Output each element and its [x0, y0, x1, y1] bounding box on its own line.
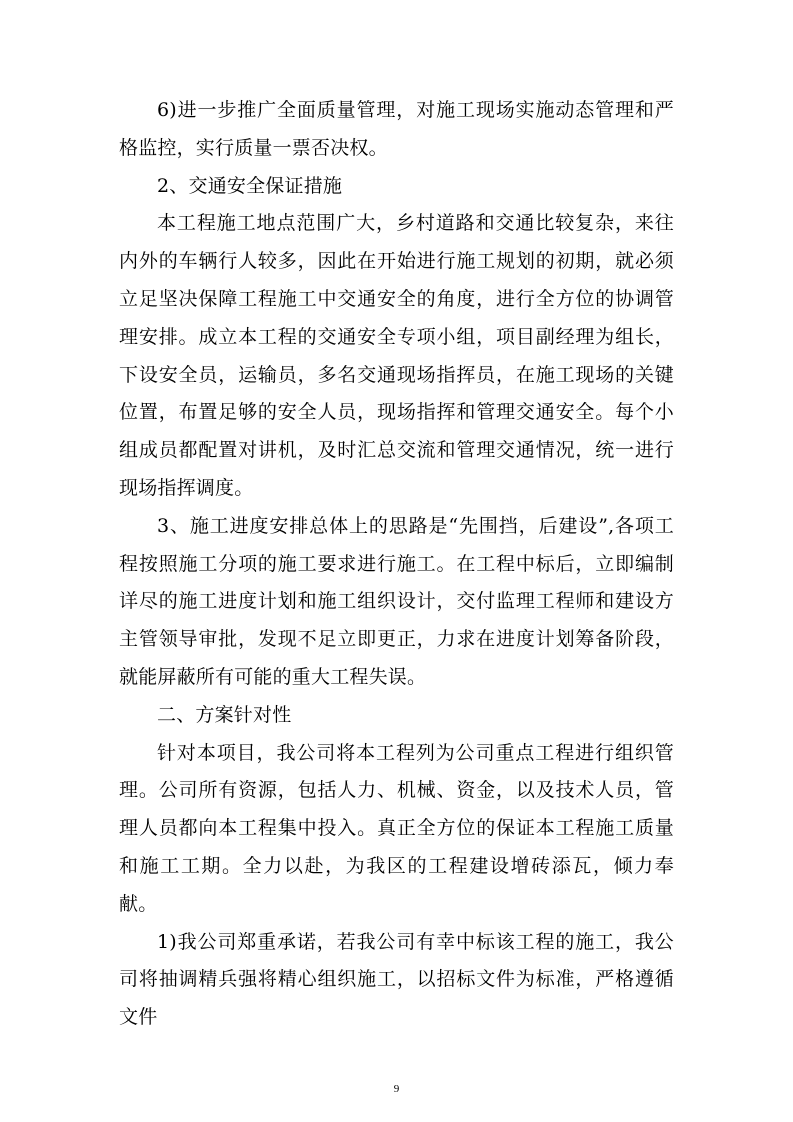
heading-plan-pertinence: 二、方案针对性	[157, 703, 292, 726]
document-body	[119, 92, 674, 1037]
paragraph-plan-pertinence: 针对本项目，我公司将本工程列为公司重点工程进行组织管理。公司所有资源，包括人力、机械、资金，以及技术人员，管理人员都向本工程集中投入。真正全方位的保证本工程施工质量和施工工期。全力以赴，为我区的工程建设增砖添瓦，倾力奉献。	[119, 741, 674, 915]
paragraph-quality-management: 6)进一步推广全面质量管理，对施工现场实施动态管理和严格监控，实行质量一票否决权。	[119, 99, 674, 159]
paragraph-commitment: 1)我公司郑重承诺，若我公司有幸中标该工程的施工，我公司将抽调精兵强将精心组织施工，以招标文件为标准，严格遵循文件	[119, 930, 674, 1029]
page-number: 9	[393, 1083, 400, 1095]
paragraph-schedule: 3、施工进度安排总体上的思路是“先围挡，后建设”,各项工程按照施工分项的施工要求进行施工。在工程中标后，立即编制详尽的施工进度计划和施工组织设计，交付监理工程师和建设方主管领导审批，发现不足立即更正，力求在进度计划筹备阶段，就能屏蔽所有可能的重大工程失误。	[119, 514, 674, 688]
heading-traffic-safety: 2、交通安全保证措施	[157, 174, 343, 197]
paragraph-traffic-safety: 本工程施工地点范围广大，乡村道路和交通比较复杂，来往内外的车辆行人较多，因此在开始进行施工规划的初期，就必须立足坚决保障工程施工中交通安全的角度，进行全方位的协调管理安排。成立本工程的交通安全专项小组，项目副经理为组长，下设安全员，运输员，多名交通现场指挥员，在施工现场的关键位置，布置足够的安全人员，现场指挥和管理交通安全。每个小组成员都配置对讲机，及时汇总交流和管理交通情况，统一进行现场指挥调度。	[119, 212, 674, 499]
